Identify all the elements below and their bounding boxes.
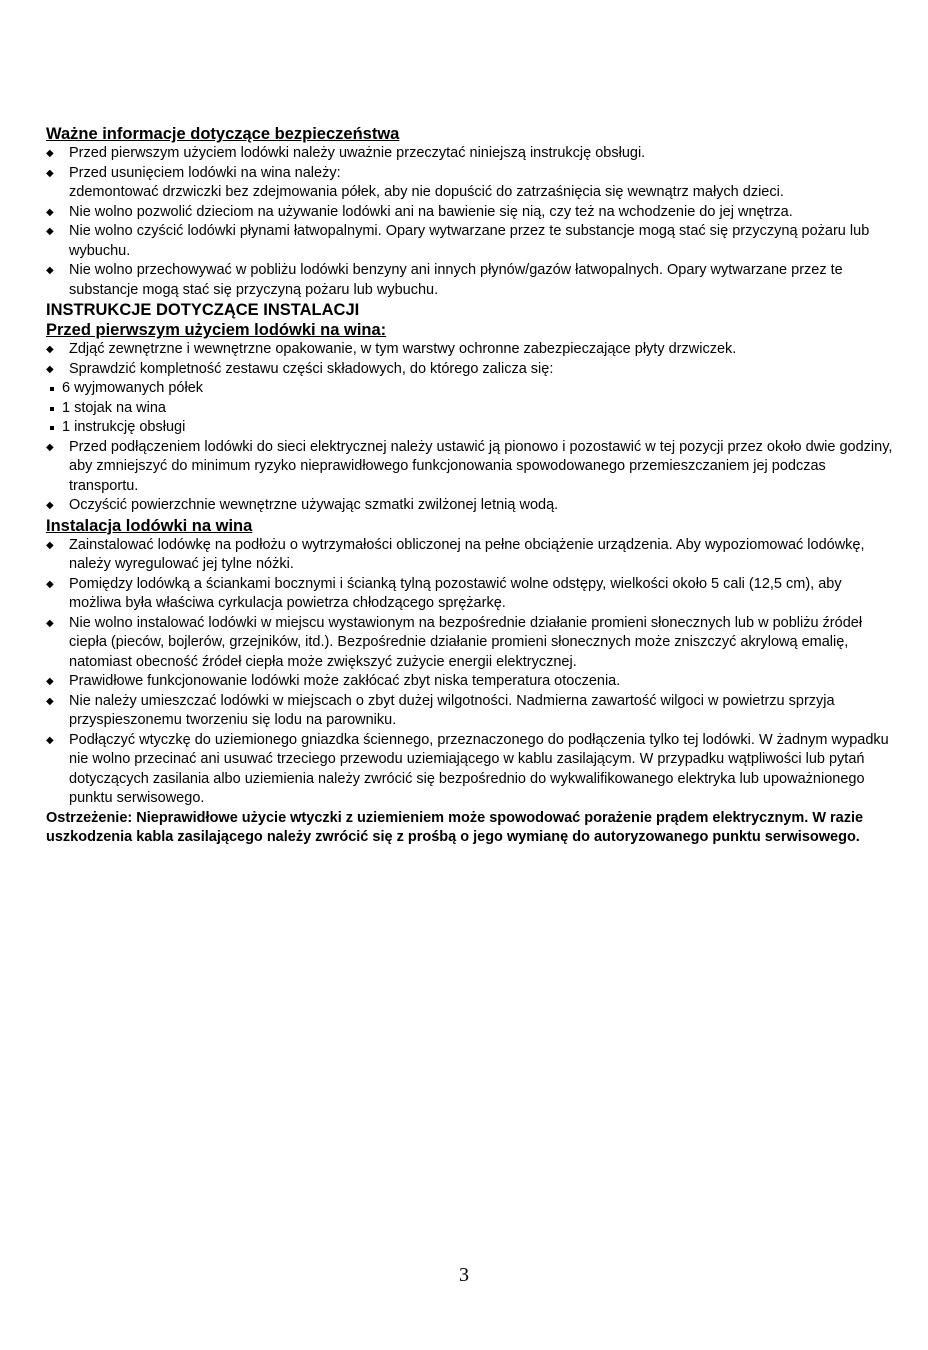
before-use-list-continued (46, 438, 896, 516)
installation-list (46, 536, 896, 809)
list-item: ◆ Przed podłączeniem lodówki do sieci elektrycznej należy ustawić ją pionowo i pozostawić w tej pozycji przez około dwie godziny, aby zmniejszyć do minimum ryzyko nieprawidłowego funkcjonowania spowodowanego przemieszczaniem jej podczas transportu. (46, 438, 896, 497)
list-item: ◆ Nie wolno instalować lodówki w miejscu wystawionym na bezpośrednie działanie promieni słonecznych lub w pobliżu źródeł ciepła (pieców, bojlerów, grzejników, itd.). Bezpośrednie działanie promieni słonecznych może zniszczyć akrylową emalię, natomiast obecność źródeł ciepła może zwiększyć zużycie energii elektrycznej. (46, 614, 896, 673)
list-item: ◆ Pomiędzy lodówką a ściankami bocznymi i ścianką tylną pozostawić wolne odstępy, wielkości około 5 cali (12,5 cm), aby możliwa była właściwa cyrkulacja powietrza chłodzącego sprężarkę. (46, 575, 896, 614)
list-item: ◆ Przed pierwszym użyciem lodówki należy uważnie przeczytać niniejszą instrukcję obsługi. (46, 144, 896, 164)
list-item: ◆ Prawidłowe funkcjonowanie lodówki może zakłócać zbyt niska temperatura otoczenia. (46, 672, 896, 692)
installation-heading: Instalacja lodówki na wina (46, 516, 253, 535)
install-title: INSTRUKCJE DOTYCZĄCE INSTALACJI (46, 301, 360, 319)
part-item: 6 wyjmowanych półek (46, 379, 896, 399)
before-use-heading: Przed pierwszym użyciem lodówki na wina: (46, 321, 387, 339)
before-use-list (46, 340, 896, 379)
list-item: ◆ Nie należy umieszczać lodówki w miejscach o zbyt dużej wilgotności. Nadmierna zawartość wilgoci w powietrzu sprzyja przyspieszonemu tworzeniu się lodu na parowniku. (46, 692, 896, 731)
list-item: ◆ Nie wolno pozwolić dzieciom na używanie lodówki ani na bawienie się nią, czy też na wchodzenie do jej wnętrza. (46, 203, 896, 223)
safety-heading: Ważne informacje dotyczące bezpieczeństwa (46, 125, 400, 143)
warning-text: Ostrzeżenie: Nieprawidłowe użycie wtyczki z uziemieniem może spowodować porażenie prądem elektrycznym. W razie uszkodzenia kabla zasilającego należy zwrócić się z prośbą o jego wymianę do autoryzowanego punktu serwisowego. (46, 809, 864, 845)
page-number: 3 (459, 1264, 469, 1286)
part-item: 1 stojak na wina (46, 399, 896, 419)
list-item: ◆ Sprawdzić kompletność zestawu części składowych, do którego zalicza się: (46, 360, 896, 380)
list-item: ◆ Zdjąć zewnętrzne i wewnętrzne opakowanie, w tym warstwy ochronne zabezpieczające płyty drzwiczek. (46, 340, 896, 360)
safety-list (46, 144, 896, 300)
list-item: ◆ Oczyścić powierzchnie wewnętrzne używając szmatki zwilżonej letnią wodą. (46, 496, 896, 516)
document-page (46, 124, 896, 848)
list-item: ◆ Nie wolno czyścić lodówki płynami łatwopalnymi. Opary wytwarzane przez te substancje mogą stać się przyczyną pożaru lub wybuchu. (46, 222, 896, 261)
part-item: 1 instrukcję obsługi (46, 418, 896, 438)
list-item: ◆ Nie wolno przechowywać w pobliżu lodówki benzyny ani innych płynów/gazów łatwopalnych. Opary wytwarzane przez te substancje mogą stać się przyczyną pożaru lub wybuchu. (46, 261, 896, 300)
parts-list (46, 379, 896, 438)
list-item: ◆ Podłączyć wtyczkę do uziemionego gniazdka ściennego, przeznaczonego do podłączenia tylko tej lodówki. W żadnym wypadku nie wolno przecinać ani usuwać trzeciego przewodu uziemiającego w kablu zasilającym. W przypadku wątpliwości lub pytań dotyczących zasilania albo uziemienia należy zwrócić się bezpośrednio do wykwalifikowanego elektryka lub upoważnionego punktu serwisowego. (46, 731, 896, 809)
list-item: ◆ Zainstalować lodówkę na podłożu o wytrzymałości obliczonej na pełne obciążenie urządzenia. Aby wypoziomować lodówkę, należy wyregulować jej tylne nóżki. (46, 536, 896, 575)
list-item: ◆ Przed usunięciem lodówki na wina należy: zdemontować drzwiczki bez zdejmowania półek, aby nie dopuścić do zatrzaśnięcia się wewnątrz małych dzieci. (46, 164, 896, 203)
